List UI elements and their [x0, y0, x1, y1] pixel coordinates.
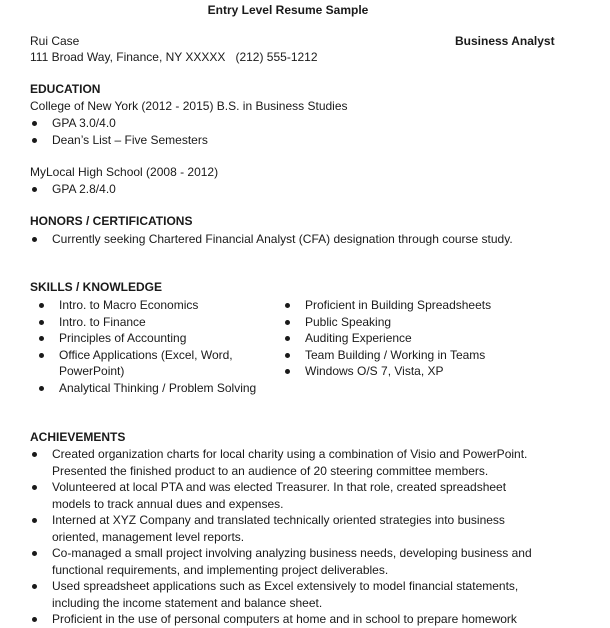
- list-item: Analytical Thinking / Problem Solving: [59, 380, 257, 395]
- skills-left-column: [37, 297, 256, 396]
- list-item: Office Applications (Excel, Word, PowerPoint): [59, 347, 233, 378]
- list-item: Currently seeking Chartered Financial Analyst (CFA) designation through course study.: [52, 232, 513, 246]
- college-bullets: [30, 115, 208, 148]
- document-title: Entry Level Resume Sample: [207, 3, 369, 17]
- highschool-bullets: [30, 181, 116, 198]
- list-item: Public Speaking: [305, 314, 392, 329]
- list-item: GPA 2.8/4.0: [52, 182, 116, 196]
- list-item: Created organization charts for local charity using a combination of Visio and PowerPoint. Presented the finished product to an audience of 20 steering committee members.: [52, 447, 528, 478]
- list-item: Volunteered at local PTA and was elected Treasurer. In that role, created spreadsheet models to track annual dues and expenses.: [52, 480, 507, 511]
- list-item: Co-managed a small project involving analyzing business needs, developing business and functional requirements, and implementing project deliverables.: [52, 546, 532, 577]
- college-line: College of New York (2012 - 2015) B.S. in Business Studies: [30, 99, 348, 113]
- skills-heading: SKILLS / KNOWLEDGE: [30, 280, 162, 294]
- contact-line: [30, 49, 318, 66]
- list-item: Interned at XYZ Company and translated technically oriented strategies into business oriented, management level reports.: [52, 513, 505, 544]
- skills-right-column: [283, 297, 491, 380]
- candidate-name: Rui Case: [30, 34, 80, 48]
- highschool-line: MyLocal High School (2008 - 2012): [30, 165, 219, 179]
- list-item: Windows O/S 7, Vista, XP: [305, 364, 444, 378]
- list-item: Proficient in the use of personal computers at home and in school to prepare homework: [52, 612, 517, 626]
- list-item: Principles of Accounting: [59, 331, 187, 345]
- list-item: Dean’s List – Five Semesters: [52, 132, 208, 147]
- list-item: Used spreadsheet applications such as Excel extensively to model financial statements, including the income statement and balance sheet.: [52, 579, 519, 610]
- list-item: Intro. to Finance: [59, 314, 146, 329]
- phone: (212) 555-1212: [235, 50, 318, 64]
- job-title: Business Analyst: [455, 34, 555, 48]
- list-item: Proficient in Building Spreadsheets: [305, 298, 492, 312]
- list-item: Team Building / Working in Teams: [305, 347, 486, 362]
- achievements-bullets: [30, 446, 532, 628]
- list-item: Auditing Experience: [305, 331, 412, 345]
- honors-bullets: [30, 231, 513, 248]
- honors-heading: HONORS / CERTIFICATIONS: [30, 214, 193, 228]
- address: 111 Broad Way, Finance, NY XXXXX: [30, 50, 226, 64]
- education-heading: EDUCATION: [30, 82, 101, 96]
- achievements-heading: ACHIEVEMENTS: [30, 430, 126, 444]
- list-item: Intro. to Macro Economics: [59, 298, 199, 312]
- list-item: GPA 3.0/4.0: [52, 116, 116, 130]
